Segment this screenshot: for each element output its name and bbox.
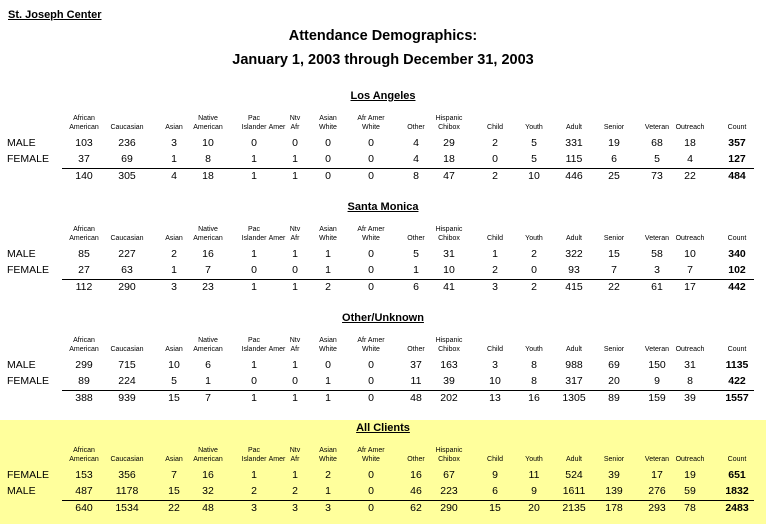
cell-female-african-american: 27 bbox=[78, 264, 90, 276]
cell-female-african-american: 153 bbox=[75, 469, 93, 481]
column-header-count: Count bbox=[727, 124, 747, 131]
section-los-angeles bbox=[0, 88, 766, 188]
column-header-native-american: Native American bbox=[193, 447, 223, 463]
cell-male-hispanic-chibox: 223 bbox=[440, 485, 458, 497]
cell-male-african-american: 103 bbox=[75, 137, 93, 149]
cell-female-pac-islander: 0 bbox=[251, 375, 257, 387]
cell-male-caucasian: 715 bbox=[118, 359, 136, 371]
cell-total-pac-islander: 1 bbox=[251, 170, 257, 182]
cell-female-other: 16 bbox=[410, 469, 422, 481]
cell-total-african-american: 640 bbox=[75, 502, 93, 514]
total-rule bbox=[62, 279, 754, 280]
cell-total-hispanic-chibox: 202 bbox=[440, 392, 458, 404]
cell-total-pac-islander: 1 bbox=[251, 281, 257, 293]
cell-male-caucasian: 236 bbox=[118, 137, 136, 149]
cell-female-youth: 5 bbox=[531, 153, 537, 165]
column-header-veteran: Veteran bbox=[644, 235, 670, 242]
column-header-child: Child bbox=[487, 124, 503, 131]
cell-total-youth: 10 bbox=[528, 170, 540, 182]
cell-total-hispanic-chibox: 47 bbox=[443, 170, 455, 182]
cell-female-afr-amer-white: 0 bbox=[368, 469, 374, 481]
column-header-youth: Youth bbox=[525, 346, 543, 353]
cell-total-native-american: 7 bbox=[205, 392, 211, 404]
cell-male-senior: 19 bbox=[608, 137, 620, 149]
column-header-hispanic-chibox: Hispanic Chibox bbox=[435, 447, 463, 463]
cell-female-asian-white: 2 bbox=[325, 469, 331, 481]
cell-total-veteran: 61 bbox=[651, 281, 663, 293]
row-label-female: FEMALE bbox=[7, 375, 50, 387]
cell-male-asian-white: 1 bbox=[325, 485, 331, 497]
column-header-other: Other bbox=[407, 456, 425, 463]
cell-male-child: 1 bbox=[492, 248, 498, 260]
cell-male-veteran: 276 bbox=[648, 485, 666, 497]
column-header-asian: Asian bbox=[165, 346, 183, 353]
cell-male-youth: 9 bbox=[531, 485, 537, 497]
cell-total-ntv-afr: 1 bbox=[292, 170, 298, 182]
column-header-native-american: Native American bbox=[193, 115, 223, 131]
cell-total-native-american: 23 bbox=[202, 281, 214, 293]
cell-female-other: 4 bbox=[413, 153, 419, 165]
cell-total-youth: 16 bbox=[528, 392, 540, 404]
cell-female-african-american: 89 bbox=[78, 375, 90, 387]
cell-female-hispanic-chibox: 39 bbox=[443, 375, 455, 387]
cell-female-child: 9 bbox=[492, 469, 498, 481]
cell-female-veteran: 3 bbox=[654, 264, 660, 276]
cell-female-native-american: 7 bbox=[205, 264, 211, 276]
report-title: Attendance Demographics: bbox=[288, 28, 478, 44]
column-header-youth: Youth bbox=[525, 235, 543, 242]
row-label-female: FEMALE bbox=[7, 153, 50, 165]
cell-female-afr-amer-white: 0 bbox=[368, 153, 374, 165]
cell-female-adult: 317 bbox=[565, 375, 583, 387]
cell-male-native-american: 10 bbox=[202, 137, 214, 149]
cell-female-outreach: 8 bbox=[687, 375, 693, 387]
section-all-clients bbox=[0, 420, 766, 524]
cell-male-count: 1832 bbox=[725, 485, 749, 497]
cell-total-outreach: 22 bbox=[684, 170, 696, 182]
cell-male-veteran: 58 bbox=[651, 248, 663, 260]
cell-female-ntv-afr: 1 bbox=[292, 469, 298, 481]
cell-female-adult: 524 bbox=[565, 469, 583, 481]
column-header-child: Child bbox=[487, 456, 503, 463]
cell-total-native-american: 48 bbox=[202, 502, 214, 514]
cell-male-youth: 2 bbox=[531, 248, 537, 260]
column-header-african-american: African American bbox=[69, 115, 99, 131]
cell-female-count: 651 bbox=[728, 469, 746, 481]
cell-male-veteran: 150 bbox=[648, 359, 666, 371]
cell-male-asian: 15 bbox=[168, 485, 180, 497]
column-header-count: Count bbox=[727, 456, 747, 463]
total-rule bbox=[62, 500, 754, 501]
cell-male-ntv-afr: 1 bbox=[292, 359, 298, 371]
cell-male-hispanic-chibox: 29 bbox=[443, 137, 455, 149]
cell-total-adult: 1305 bbox=[562, 392, 586, 404]
cell-female-outreach: 7 bbox=[687, 264, 693, 276]
cell-total-veteran: 293 bbox=[648, 502, 666, 514]
column-header-native-american: Native American bbox=[193, 226, 223, 242]
column-header-hispanic-chibox: Hispanic Chibox bbox=[435, 226, 463, 242]
cell-male-afr-amer-white: 0 bbox=[368, 485, 374, 497]
column-header-outreach: Outreach bbox=[675, 124, 705, 131]
column-header-count: Count bbox=[727, 346, 747, 353]
cell-female-native-american: 16 bbox=[202, 469, 214, 481]
cell-total-caucasian: 305 bbox=[118, 170, 136, 182]
cell-male-asian-white: 0 bbox=[325, 137, 331, 149]
cell-total-adult: 446 bbox=[565, 170, 583, 182]
column-header-other: Other bbox=[407, 124, 425, 131]
cell-male-youth: 8 bbox=[531, 359, 537, 371]
cell-male-asian-white: 1 bbox=[325, 248, 331, 260]
cell-total-youth: 20 bbox=[528, 502, 540, 514]
cell-total-adult: 2135 bbox=[562, 502, 586, 514]
column-header-asian-white: Asian White bbox=[319, 337, 337, 353]
column-header-youth: Youth bbox=[525, 124, 543, 131]
cell-female-hispanic-chibox: 10 bbox=[443, 264, 455, 276]
cell-male-african-american: 487 bbox=[75, 485, 93, 497]
column-header-asian-white: Asian White bbox=[319, 447, 337, 463]
cell-total-asian-white: 1 bbox=[325, 392, 331, 404]
cell-male-asian: 3 bbox=[171, 137, 177, 149]
cell-male-youth: 5 bbox=[531, 137, 537, 149]
cell-total-count: 442 bbox=[728, 281, 746, 293]
column-header-ntv-afr: Ntv Afr bbox=[289, 226, 301, 242]
cell-male-adult: 331 bbox=[565, 137, 583, 149]
cell-total-native-american: 18 bbox=[202, 170, 214, 182]
cell-male-ntv-afr: 1 bbox=[292, 248, 298, 260]
cell-male-ntv-afr: 2 bbox=[292, 485, 298, 497]
cell-female-asian: 7 bbox=[171, 469, 177, 481]
cell-male-count: 357 bbox=[728, 137, 746, 149]
cell-male-adult: 322 bbox=[565, 248, 583, 260]
cell-female-caucasian: 224 bbox=[118, 375, 136, 387]
cell-male-asian: 2 bbox=[171, 248, 177, 260]
column-header-hispanic-chibox: Hispanic Chibox bbox=[435, 337, 463, 353]
cell-female-native-american: 1 bbox=[205, 375, 211, 387]
column-header-veteran: Veteran bbox=[644, 456, 670, 463]
cell-female-child: 10 bbox=[489, 375, 501, 387]
cell-male-outreach: 18 bbox=[684, 137, 696, 149]
cell-total-other: 6 bbox=[413, 281, 419, 293]
cell-total-outreach: 78 bbox=[684, 502, 696, 514]
row-label-male: MALE bbox=[7, 137, 36, 149]
cell-total-count: 484 bbox=[728, 170, 746, 182]
cell-male-pac-islander: 0 bbox=[251, 137, 257, 149]
section-title: Other/Unknown bbox=[342, 312, 424, 324]
cell-male-african-american: 85 bbox=[78, 248, 90, 260]
cell-male-child: 6 bbox=[492, 485, 498, 497]
column-header-asian: Asian bbox=[165, 456, 183, 463]
cell-total-other: 62 bbox=[410, 502, 422, 514]
row-label-female: FEMALE bbox=[7, 264, 50, 276]
column-header-senior: Senior bbox=[603, 235, 625, 242]
cell-total-other: 48 bbox=[410, 392, 422, 404]
column-header-senior: Senior bbox=[603, 124, 625, 131]
row-label-male: MALE bbox=[7, 248, 36, 260]
cell-male-count: 340 bbox=[728, 248, 746, 260]
cell-female-senior: 39 bbox=[608, 469, 620, 481]
org-name: St. Joseph Center bbox=[8, 9, 102, 21]
cell-female-native-american: 8 bbox=[205, 153, 211, 165]
cell-total-child: 2 bbox=[492, 170, 498, 182]
cell-male-caucasian: 1178 bbox=[115, 485, 139, 497]
column-header-amer: Amer bbox=[268, 346, 286, 353]
cell-male-caucasian: 227 bbox=[118, 248, 136, 260]
cell-female-youth: 0 bbox=[531, 264, 537, 276]
cell-total-outreach: 39 bbox=[684, 392, 696, 404]
cell-male-native-american: 6 bbox=[205, 359, 211, 371]
column-header-other: Other bbox=[407, 235, 425, 242]
cell-female-pac-islander: 1 bbox=[251, 153, 257, 165]
cell-total-child: 3 bbox=[492, 281, 498, 293]
cell-total-child: 13 bbox=[489, 392, 501, 404]
cell-total-senior: 89 bbox=[608, 392, 620, 404]
cell-female-youth: 8 bbox=[531, 375, 537, 387]
cell-female-hispanic-chibox: 67 bbox=[443, 469, 455, 481]
cell-total-afr-amer-white: 0 bbox=[368, 392, 374, 404]
cell-total-caucasian: 1534 bbox=[115, 502, 139, 514]
column-header-african-american: African American bbox=[69, 447, 99, 463]
cell-total-asian: 22 bbox=[168, 502, 180, 514]
cell-male-afr-amer-white: 0 bbox=[368, 359, 374, 371]
cell-female-afr-amer-white: 0 bbox=[368, 375, 374, 387]
section-title: All Clients bbox=[356, 422, 410, 434]
cell-female-caucasian: 63 bbox=[121, 264, 133, 276]
cell-total-afr-amer-white: 0 bbox=[368, 281, 374, 293]
cell-total-asian-white: 3 bbox=[325, 502, 331, 514]
cell-total-child: 15 bbox=[489, 502, 501, 514]
column-header-outreach: Outreach bbox=[675, 346, 705, 353]
row-label-male: MALE bbox=[7, 485, 36, 497]
cell-female-senior: 20 bbox=[608, 375, 620, 387]
cell-total-hispanic-chibox: 41 bbox=[443, 281, 455, 293]
cell-male-afr-amer-white: 0 bbox=[368, 248, 374, 260]
column-header-outreach: Outreach bbox=[675, 235, 705, 242]
column-header-count: Count bbox=[727, 235, 747, 242]
cell-male-senior: 139 bbox=[605, 485, 623, 497]
cell-total-afr-amer-white: 0 bbox=[368, 170, 374, 182]
cell-male-native-american: 32 bbox=[202, 485, 214, 497]
cell-female-asian-white: 1 bbox=[325, 375, 331, 387]
cell-total-african-american: 140 bbox=[75, 170, 93, 182]
cell-male-afr-amer-white: 0 bbox=[368, 137, 374, 149]
report-date-range: January 1, 2003 through December 31, 2003 bbox=[232, 52, 534, 68]
cell-total-pac-islander: 3 bbox=[251, 502, 257, 514]
cell-female-other: 11 bbox=[410, 375, 422, 387]
cell-female-afr-amer-white: 0 bbox=[368, 264, 374, 276]
cell-female-ntv-afr: 1 bbox=[292, 153, 298, 165]
cell-female-caucasian: 69 bbox=[121, 153, 133, 165]
section-title: Los Angeles bbox=[350, 90, 416, 102]
cell-male-other: 37 bbox=[410, 359, 422, 371]
cell-total-veteran: 159 bbox=[648, 392, 666, 404]
column-header-veteran: Veteran bbox=[644, 124, 670, 131]
cell-female-asian: 1 bbox=[171, 153, 177, 165]
column-header-youth: Youth bbox=[525, 456, 543, 463]
column-header-veteran: Veteran bbox=[644, 346, 670, 353]
cell-female-senior: 7 bbox=[611, 264, 617, 276]
cell-male-other: 5 bbox=[413, 248, 419, 260]
cell-male-african-american: 299 bbox=[75, 359, 93, 371]
column-header-amer: Amer bbox=[268, 235, 286, 242]
column-header-adult: Adult bbox=[566, 456, 582, 463]
column-header-ntv-afr: Ntv Afr bbox=[289, 337, 301, 353]
cell-total-asian: 15 bbox=[168, 392, 180, 404]
cell-male-child: 3 bbox=[492, 359, 498, 371]
column-header-hispanic-chibox: Hispanic Chibox bbox=[435, 115, 463, 131]
column-header-pac-islander: Pac Islander bbox=[241, 115, 267, 131]
cell-male-native-american: 16 bbox=[202, 248, 214, 260]
cell-female-asian: 1 bbox=[171, 264, 177, 276]
column-header-ntv-afr: Ntv Afr bbox=[289, 447, 301, 463]
cell-total-outreach: 17 bbox=[684, 281, 696, 293]
cell-total-veteran: 73 bbox=[651, 170, 663, 182]
column-header-afr-amer-white: Afr Amer White bbox=[357, 337, 385, 353]
cell-total-count: 1557 bbox=[725, 392, 749, 404]
cell-total-caucasian: 939 bbox=[118, 392, 136, 404]
cell-female-veteran: 9 bbox=[654, 375, 660, 387]
column-header-other: Other bbox=[407, 346, 425, 353]
column-header-adult: Adult bbox=[566, 235, 582, 242]
row-label-male: MALE bbox=[7, 359, 36, 371]
cell-male-adult: 988 bbox=[565, 359, 583, 371]
cell-female-youth: 11 bbox=[528, 469, 540, 481]
column-header-amer: Amer bbox=[268, 456, 286, 463]
cell-total-other: 8 bbox=[413, 170, 419, 182]
section-santa-monica bbox=[0, 199, 766, 299]
cell-female-asian-white: 0 bbox=[325, 153, 331, 165]
column-header-caucasian: Caucasian bbox=[110, 235, 144, 242]
cell-total-youth: 2 bbox=[531, 281, 537, 293]
cell-female-child: 0 bbox=[492, 153, 498, 165]
cell-female-veteran: 5 bbox=[654, 153, 660, 165]
cell-female-asian: 5 bbox=[171, 375, 177, 387]
column-header-amer: Amer bbox=[268, 124, 286, 131]
cell-total-ntv-afr: 1 bbox=[292, 392, 298, 404]
column-header-asian-white: Asian White bbox=[319, 226, 337, 242]
cell-female-count: 127 bbox=[728, 153, 746, 165]
section-other-unknown bbox=[0, 310, 766, 410]
column-header-afr-amer-white: Afr Amer White bbox=[357, 115, 385, 131]
column-header-adult: Adult bbox=[566, 346, 582, 353]
column-header-asian-white: Asian White bbox=[319, 115, 337, 131]
cell-male-child: 2 bbox=[492, 137, 498, 149]
cell-total-senior: 22 bbox=[608, 281, 620, 293]
cell-female-other: 1 bbox=[413, 264, 419, 276]
cell-male-asian-white: 0 bbox=[325, 359, 331, 371]
cell-male-other: 4 bbox=[413, 137, 419, 149]
cell-total-african-american: 112 bbox=[75, 281, 93, 293]
row-label-female: FEMALE bbox=[7, 469, 50, 481]
column-header-afr-amer-white: Afr Amer White bbox=[357, 226, 385, 242]
cell-female-ntv-afr: 0 bbox=[292, 375, 298, 387]
column-header-senior: Senior bbox=[603, 346, 625, 353]
column-header-pac-islander: Pac Islander bbox=[241, 226, 267, 242]
cell-female-asian-white: 1 bbox=[325, 264, 331, 276]
cell-female-outreach: 19 bbox=[684, 469, 696, 481]
cell-female-ntv-afr: 0 bbox=[292, 264, 298, 276]
column-header-asian: Asian bbox=[165, 124, 183, 131]
cell-female-count: 422 bbox=[728, 375, 746, 387]
cell-male-outreach: 59 bbox=[684, 485, 696, 497]
cell-total-asian: 3 bbox=[171, 281, 177, 293]
column-header-afr-amer-white: Afr Amer White bbox=[357, 447, 385, 463]
cell-total-asian: 4 bbox=[171, 170, 177, 182]
column-header-caucasian: Caucasian bbox=[110, 346, 144, 353]
column-header-adult: Adult bbox=[566, 124, 582, 131]
cell-total-pac-islander: 1 bbox=[251, 392, 257, 404]
cell-male-senior: 15 bbox=[608, 248, 620, 260]
cell-male-outreach: 10 bbox=[684, 248, 696, 260]
column-header-caucasian: Caucasian bbox=[110, 124, 144, 131]
cell-female-senior: 6 bbox=[611, 153, 617, 165]
cell-female-hispanic-chibox: 18 bbox=[443, 153, 455, 165]
column-header-senior: Senior bbox=[603, 456, 625, 463]
cell-total-hispanic-chibox: 290 bbox=[440, 502, 458, 514]
cell-total-senior: 25 bbox=[608, 170, 620, 182]
column-header-asian: Asian bbox=[165, 235, 183, 242]
cell-female-caucasian: 356 bbox=[118, 469, 136, 481]
cell-female-veteran: 17 bbox=[651, 469, 663, 481]
cell-total-african-american: 388 bbox=[75, 392, 93, 404]
cell-male-pac-islander: 2 bbox=[251, 485, 257, 497]
column-header-native-american: Native American bbox=[193, 337, 223, 353]
cell-male-senior: 69 bbox=[608, 359, 620, 371]
cell-total-caucasian: 290 bbox=[118, 281, 136, 293]
cell-male-pac-islander: 1 bbox=[251, 248, 257, 260]
cell-female-african-american: 37 bbox=[78, 153, 90, 165]
column-header-child: Child bbox=[487, 235, 503, 242]
cell-female-pac-islander: 0 bbox=[251, 264, 257, 276]
total-rule bbox=[62, 390, 754, 391]
cell-total-afr-amer-white: 0 bbox=[368, 502, 374, 514]
cell-total-ntv-afr: 3 bbox=[292, 502, 298, 514]
cell-female-adult: 93 bbox=[568, 264, 580, 276]
column-header-african-american: African American bbox=[69, 337, 99, 353]
cell-total-asian-white: 2 bbox=[325, 281, 331, 293]
column-header-pac-islander: Pac Islander bbox=[241, 447, 267, 463]
cell-total-ntv-afr: 1 bbox=[292, 281, 298, 293]
section-title: Santa Monica bbox=[347, 201, 419, 213]
cell-total-count: 2483 bbox=[725, 502, 749, 514]
cell-female-outreach: 4 bbox=[687, 153, 693, 165]
cell-female-pac-islander: 1 bbox=[251, 469, 257, 481]
cell-male-count: 1135 bbox=[725, 359, 749, 371]
cell-female-child: 2 bbox=[492, 264, 498, 276]
cell-male-outreach: 31 bbox=[684, 359, 696, 371]
cell-male-veteran: 68 bbox=[651, 137, 663, 149]
cell-total-asian-white: 0 bbox=[325, 170, 331, 182]
total-rule bbox=[62, 168, 754, 169]
column-header-african-american: African American bbox=[69, 226, 99, 242]
cell-female-count: 102 bbox=[728, 264, 746, 276]
cell-female-adult: 115 bbox=[565, 153, 583, 165]
cell-total-senior: 178 bbox=[605, 502, 623, 514]
cell-male-other: 46 bbox=[410, 485, 422, 497]
cell-male-hispanic-chibox: 163 bbox=[440, 359, 458, 371]
cell-male-asian: 10 bbox=[168, 359, 180, 371]
column-header-caucasian: Caucasian bbox=[110, 456, 144, 463]
cell-male-pac-islander: 1 bbox=[251, 359, 257, 371]
column-header-outreach: Outreach bbox=[675, 456, 705, 463]
column-header-pac-islander: Pac Islander bbox=[241, 337, 267, 353]
column-header-child: Child bbox=[487, 346, 503, 353]
cell-male-ntv-afr: 0 bbox=[292, 137, 298, 149]
column-header-ntv-afr: Ntv Afr bbox=[289, 115, 301, 131]
cell-male-adult: 1611 bbox=[562, 485, 586, 497]
cell-total-adult: 415 bbox=[565, 281, 583, 293]
cell-male-hispanic-chibox: 31 bbox=[443, 248, 455, 260]
